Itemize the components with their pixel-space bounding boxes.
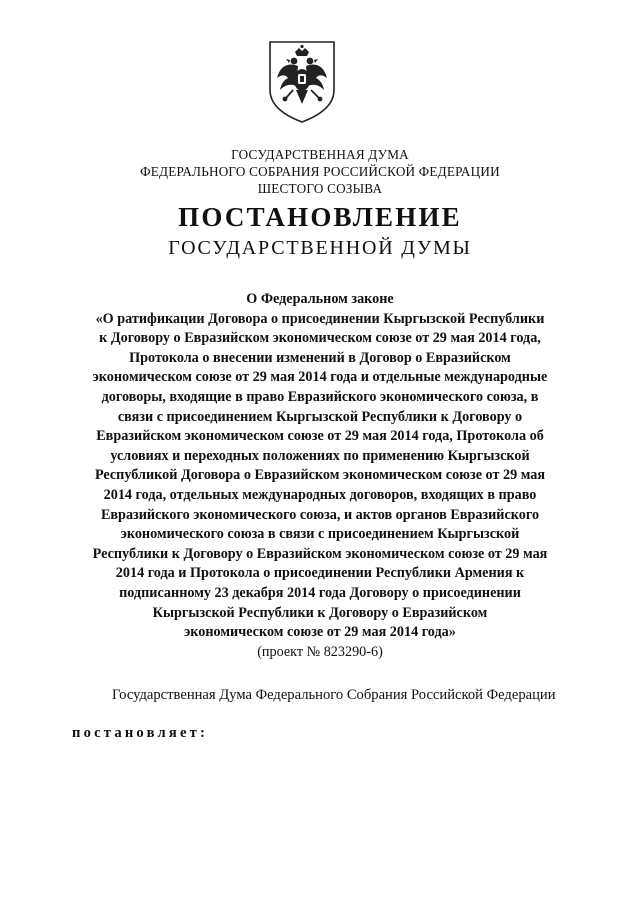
org-line-duma: ГОСУДАРСТВЕННАЯ ДУМА xyxy=(231,147,409,162)
document-title: ПОСТАНОВЛЕНИЕ xyxy=(178,202,462,232)
document-subtitle: ГОСУДАРСТВЕННОЙ ДУМЫ xyxy=(168,237,472,259)
project-number: (проект № 823290-6) xyxy=(257,643,383,660)
subject-line: экономическом союзе от 29 мая 2014 года и отдельные международные xyxy=(92,369,548,386)
org-line-convocation: ШЕСТОГО СОЗЫВА xyxy=(257,181,383,196)
subject-line: 2014 года, отдельных международных договоров, входящих в право xyxy=(103,486,537,503)
subject-line: подписанному 23 декабря 2014 года Договору о присоединении xyxy=(119,584,521,601)
subject-line: Республики к Договору о Евразийском экономическом союзе от 29 мая xyxy=(92,545,548,562)
subject-line: к Договору о Евразийском экономическом союзе от 29 мая 2014 года, xyxy=(99,330,541,347)
subject-line: договоры, входящие в право Евразийского экономического союза, в xyxy=(101,388,539,405)
subject-line: Республикой Договора о Евразийском экономическом союзе от 29 мая xyxy=(94,467,546,484)
subject-line: экономическом союзе от 29 мая 2014 года» xyxy=(184,624,456,641)
org-line-federal-assembly: ФЕДЕРАЛЬНОГО СОБРАНИЯ РОССИЙСКОЙ ФЕДЕРАЦИИ xyxy=(140,164,500,179)
russian-coat-of-arms-icon xyxy=(266,38,338,124)
subject-block xyxy=(60,290,580,662)
subject-line: Кыргызской Республики к Договору о Евразийском xyxy=(152,604,488,621)
subject-line: «О ратификации Договора о присоединении Кыргызской Республики xyxy=(95,310,545,327)
preamble-text: Государственная Дума Федерального Собрания Российской Федерации xyxy=(112,687,556,703)
subject-line: Евразийском экономическом союзе от 29 мая 2014 года, Протокола об xyxy=(96,428,544,445)
subject-line: О Федеральном законе xyxy=(246,291,394,307)
subject-line: Протокола о внесении изменений в Договор о Евразийском xyxy=(129,349,511,366)
subject-line: экономического союза в связи с присоединением Кыргызской xyxy=(120,526,520,543)
subject-line: 2014 года и Протокола о присоединении Республики Армения к xyxy=(115,565,525,582)
subject-line: Евразийского экономического союза, и актов органов Евразийского xyxy=(100,506,540,523)
resolves-text: постановляет: xyxy=(72,725,209,741)
subject-line: связи с присоединением Кыргызской Республики к Договору о xyxy=(117,408,523,425)
subject-line: условиях и переходных положениях по применению Кыргызской xyxy=(110,447,530,464)
